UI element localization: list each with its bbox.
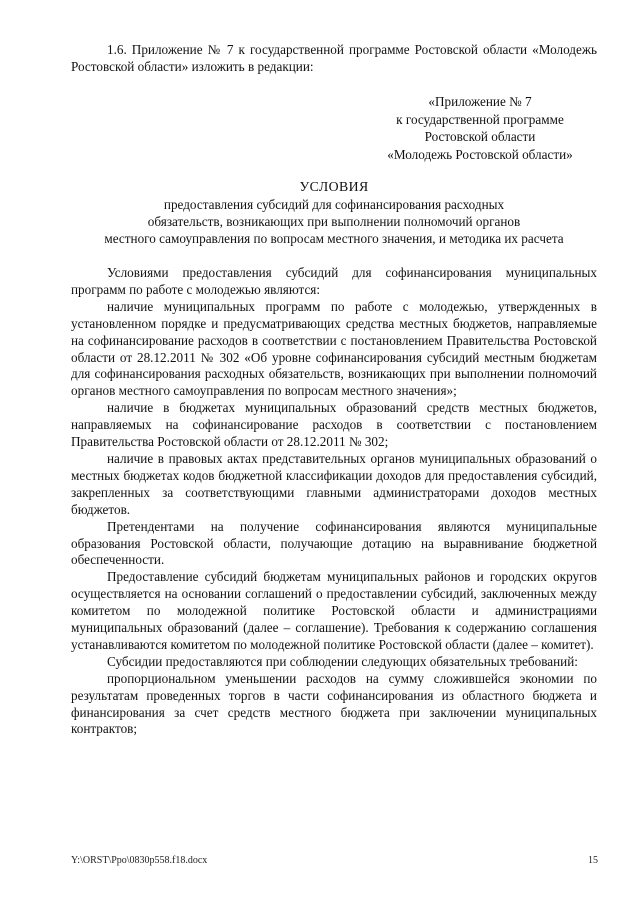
body-paragraph: пропорциональном уменьшении расходов на сумму сложившейся экономии по результатам проведенных торгов в части софинансирования из областного бюджета и финансирования за счет средств местного бюджета при заключении муниципальных контрактов; — [71, 670, 597, 737]
appendix-stamp — [360, 93, 600, 163]
stamp-line: «Молодежь Ростовской области» — [387, 146, 573, 162]
body-text — [71, 265, 597, 738]
stamp-line: Ростовской области — [424, 129, 536, 145]
body-paragraph: наличие в бюджетах муниципальных образований средств местных бюджетов, направляемых на софинансирование расходов в соответствии с постановлением Правительства Ростовской области от 28.12.2011 № 302; — [71, 400, 597, 450]
document-title — [71, 177, 597, 247]
footer-file-path: Y:\ORST\Ppo\0830p558.f18.docx — [71, 855, 208, 866]
intro-text: 1.6. Приложение № 7 к государственной программе Ростовской области «Молодежь Ростовской области» изложить в редакции: — [71, 42, 597, 74]
stamp-line: к государственной программе — [396, 111, 564, 127]
body-paragraph: наличие муниципальных программ по работе с молодежью, утвержденных в установленном порядке и предусматривающих средства местных бюджетов, направляемые на софинансирование расходов в соответствии с постановлением Правительства Ростовской области от 28.12.2011 № 302 «Об уровне софинансирования субсидий местным бюджетам для софинансирования расходных обязательств, возникающих при выполнении полномочий органов местного самоуправления по вопросам местного значения»; — [71, 298, 597, 399]
body-paragraph: наличие в правовых актах представительных органов муниципальных образований о местных бюджетах кодов бюджетной классификации доходов для предоставления субсидий, закрепленных за соответствующими главными администраторами доходов местных бюджетов. — [71, 450, 597, 517]
title-subtitle-line: предоставления субсидий для софинансирования расходных — [163, 197, 505, 212]
body-paragraph: Условиями предоставления субсидий для софинансирования муниципальных программ по работе с молодежью являются: — [71, 265, 597, 297]
intro-paragraph — [71, 42, 597, 76]
page-number: 15 — [588, 855, 598, 866]
title-subtitle-line: обязательств, возникающих при выполнении полномочий органов — [147, 213, 521, 229]
body-paragraph: Претендентами на получение софинансирования являются муниципальные образования Ростовской области, получающие дотацию на выравнивание бюджетной обеспеченности. — [71, 518, 597, 568]
stamp-line: «Приложение № 7 — [428, 94, 532, 109]
body-paragraph: Субсидии предоставляются при соблюдении следующих обязательных требований: — [107, 653, 578, 669]
title-heading: УСЛОВИЯ — [299, 179, 369, 194]
title-subtitle-line: местного самоуправления по вопросам местного значения, и методика их расчета — [104, 230, 564, 246]
body-paragraph: Предоставление субсидий бюджетам муниципальных районов и городских округов осуществляется на основании соглашений о предоставлении субсидий, заключенных между комитетом по молодежной политике Ростовской области и администрациями муниципальных образований (далее – соглашение). Требования к содержанию соглашения устанавливаются комитетом по молодежной политике Ростовской области (далее – комитет). — [71, 569, 597, 652]
